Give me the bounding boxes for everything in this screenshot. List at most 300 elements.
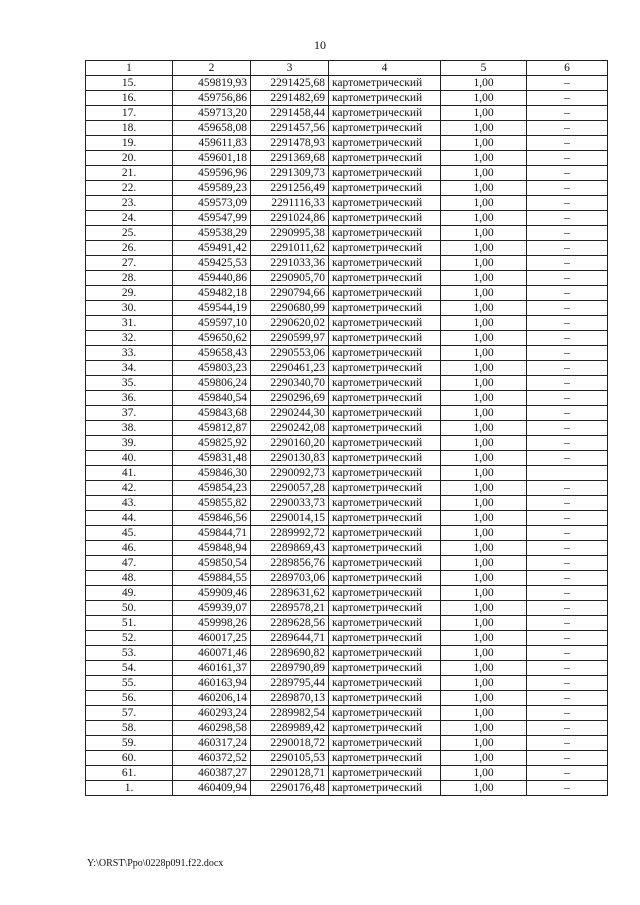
x-coordinate-cell: 459650,62 (173, 331, 251, 346)
x-coordinate-cell: 459756,86 (173, 91, 251, 106)
table-row (86, 271, 608, 286)
method-cell: картометрический (329, 616, 441, 631)
y-coordinate-cell: 2290160,20 (251, 436, 329, 451)
table-row (86, 466, 608, 481)
x-coordinate-cell: 460163,94 (173, 676, 251, 691)
accuracy-cell: 1,00 (441, 346, 527, 361)
accuracy-cell: 1,00 (441, 436, 527, 451)
table-row (86, 211, 608, 226)
y-coordinate-cell: 2290296,69 (251, 391, 329, 406)
method-cell: картометрический (329, 271, 441, 286)
table-row (86, 256, 608, 271)
x-coordinate-cell: 459425,53 (173, 256, 251, 271)
table-row (86, 541, 608, 556)
accuracy-cell: 1,00 (441, 361, 527, 376)
accuracy-cell: 1,00 (441, 241, 527, 256)
x-coordinate-cell: 459848,94 (173, 541, 251, 556)
accuracy-cell: 1,00 (441, 151, 527, 166)
table-row (86, 121, 608, 136)
table-row (86, 106, 608, 121)
y-coordinate-cell: 2290599,97 (251, 331, 329, 346)
method-cell: картометрический (329, 136, 441, 151)
point-number-cell: 48. (86, 571, 173, 586)
table-row (86, 721, 608, 736)
point-number-cell: 24. (86, 211, 173, 226)
accuracy-cell: 1,00 (441, 106, 527, 121)
x-coordinate-cell: 459573,09 (173, 196, 251, 211)
x-coordinate-cell: 459884,55 (173, 571, 251, 586)
description-cell: – (527, 676, 608, 691)
accuracy-cell: 1,00 (441, 376, 527, 391)
header-cell-method: 4 (329, 61, 441, 76)
header-cell-y: 3 (251, 61, 329, 76)
accuracy-cell: 1,00 (441, 631, 527, 646)
accuracy-cell: 1,00 (441, 616, 527, 631)
description-cell: – (527, 301, 608, 316)
point-number-cell: 15. (86, 76, 173, 91)
point-number-cell: 43. (86, 496, 173, 511)
description-cell: – (527, 571, 608, 586)
table-row (86, 586, 608, 601)
description-cell: – (527, 316, 608, 331)
table-row (86, 601, 608, 616)
method-cell: картометрический (329, 676, 441, 691)
y-coordinate-cell: 2290794,66 (251, 286, 329, 301)
point-number-cell: 54. (86, 661, 173, 676)
y-coordinate-cell: 2289690,82 (251, 646, 329, 661)
point-number-cell: 57. (86, 706, 173, 721)
y-coordinate-cell: 2291309,73 (251, 166, 329, 181)
y-coordinate-cell: 2291011,62 (251, 241, 329, 256)
accuracy-cell: 1,00 (441, 91, 527, 106)
point-number-cell: 47. (86, 556, 173, 571)
x-coordinate-cell: 459482,18 (173, 286, 251, 301)
table-row (86, 481, 608, 496)
table-row (86, 136, 608, 151)
method-cell: картометрический (329, 571, 441, 586)
point-number-cell: 28. (86, 271, 173, 286)
x-coordinate-cell: 459846,30 (173, 466, 251, 481)
accuracy-cell: 1,00 (441, 211, 527, 226)
method-cell: картометрический (329, 646, 441, 661)
accuracy-cell: 1,00 (441, 331, 527, 346)
header-cell-x: 2 (173, 61, 251, 76)
y-coordinate-cell: 2289870,13 (251, 691, 329, 706)
method-cell: картометрический (329, 121, 441, 136)
table-row (86, 766, 608, 781)
description-cell: – (527, 691, 608, 706)
table-row (86, 511, 608, 526)
method-cell: картометрический (329, 76, 441, 91)
point-number-cell: 42. (86, 481, 173, 496)
y-coordinate-cell: 2290242,08 (251, 421, 329, 436)
table-row (86, 346, 608, 361)
table-row (86, 166, 608, 181)
description-cell: – (527, 106, 608, 121)
page-number: 10 (314, 38, 326, 52)
table-row (86, 181, 608, 196)
accuracy-cell: 1,00 (441, 571, 527, 586)
point-number-cell: 35. (86, 376, 173, 391)
accuracy-cell: 1,00 (441, 706, 527, 721)
header-cell-point-number: 1 (86, 61, 173, 76)
description-cell: – (527, 421, 608, 436)
y-coordinate-cell: 2291478,93 (251, 136, 329, 151)
x-coordinate-cell: 460372,52 (173, 751, 251, 766)
y-coordinate-cell: 2289790,89 (251, 661, 329, 676)
description-cell: – (527, 136, 608, 151)
accuracy-cell: 1,00 (441, 271, 527, 286)
y-coordinate-cell: 2289795,44 (251, 676, 329, 691)
table-row (86, 361, 608, 376)
y-coordinate-cell: 2290014,15 (251, 511, 329, 526)
y-coordinate-cell: 2289869,43 (251, 541, 329, 556)
method-cell: картометрический (329, 766, 441, 781)
description-cell: – (527, 736, 608, 751)
accuracy-cell: 1,00 (441, 766, 527, 781)
y-coordinate-cell: 2291256,49 (251, 181, 329, 196)
point-number-cell: 38. (86, 421, 173, 436)
method-cell: картометрический (329, 376, 441, 391)
accuracy-cell: 1,00 (441, 646, 527, 661)
point-number-cell: 20. (86, 151, 173, 166)
description-cell: – (527, 436, 608, 451)
description-cell: – (527, 526, 608, 541)
method-cell: картометрический (329, 316, 441, 331)
y-coordinate-cell: 2289982,54 (251, 706, 329, 721)
x-coordinate-cell: 459850,54 (173, 556, 251, 571)
x-coordinate-cell: 459491,42 (173, 241, 251, 256)
method-cell: картометрический (329, 526, 441, 541)
accuracy-cell: 1,00 (441, 226, 527, 241)
description-cell: – (527, 121, 608, 136)
table-row (86, 421, 608, 436)
point-number-cell: 23. (86, 196, 173, 211)
accuracy-cell: 1,00 (441, 721, 527, 736)
y-coordinate-cell: 2290620,02 (251, 316, 329, 331)
method-cell: картометрический (329, 436, 441, 451)
header-cell-accuracy: 5 (441, 61, 527, 76)
point-number-cell: 31. (86, 316, 173, 331)
method-cell: картометрический (329, 541, 441, 556)
x-coordinate-cell: 459846,56 (173, 511, 251, 526)
table-body (86, 76, 608, 796)
method-cell: картометрический (329, 286, 441, 301)
y-coordinate-cell: 2291033,36 (251, 256, 329, 271)
table-row (86, 331, 608, 346)
point-number-cell: 26. (86, 241, 173, 256)
y-coordinate-cell: 2290461,23 (251, 361, 329, 376)
accuracy-cell: 1,00 (441, 256, 527, 271)
table-row (86, 661, 608, 676)
method-cell: картометрический (329, 91, 441, 106)
y-coordinate-cell: 2290905,70 (251, 271, 329, 286)
point-number-cell: 16. (86, 91, 173, 106)
description-cell: – (527, 616, 608, 631)
point-number-cell: 41. (86, 466, 173, 481)
table-row (86, 751, 608, 766)
description-cell: – (527, 631, 608, 646)
y-coordinate-cell: 2289856,76 (251, 556, 329, 571)
table-row (86, 436, 608, 451)
y-coordinate-cell: 2290105,53 (251, 751, 329, 766)
point-number-cell: 21. (86, 166, 173, 181)
accuracy-cell: 1,00 (441, 526, 527, 541)
x-coordinate-cell: 460206,14 (173, 691, 251, 706)
x-coordinate-cell: 460409,94 (173, 781, 251, 796)
accuracy-cell: 1,00 (441, 481, 527, 496)
accuracy-cell: 1,00 (441, 751, 527, 766)
y-coordinate-cell: 2291457,56 (251, 121, 329, 136)
point-number-cell: 55. (86, 676, 173, 691)
method-cell: картометрический (329, 556, 441, 571)
description-cell: – (527, 331, 608, 346)
method-cell: картометрический (329, 706, 441, 721)
description-cell: – (527, 751, 608, 766)
x-coordinate-cell: 459803,23 (173, 361, 251, 376)
method-cell: картометрический (329, 211, 441, 226)
point-number-cell: 49. (86, 586, 173, 601)
accuracy-cell: 1,00 (441, 451, 527, 466)
point-number-cell: 51. (86, 616, 173, 631)
method-cell: картометрический (329, 331, 441, 346)
table-row (86, 376, 608, 391)
point-number-cell: 59. (86, 736, 173, 751)
point-number-cell: 58. (86, 721, 173, 736)
description-cell: – (527, 646, 608, 661)
footer-file-path: Y:\ORST\Ppo\0228p091.f22.docx (87, 858, 224, 869)
table-row (86, 196, 608, 211)
x-coordinate-cell: 459538,29 (173, 226, 251, 241)
y-coordinate-cell: 2290176,48 (251, 781, 329, 796)
method-cell: картометрический (329, 181, 441, 196)
description-cell (527, 466, 608, 481)
point-number-cell: 36. (86, 391, 173, 406)
table-row (86, 676, 608, 691)
method-cell: картометрический (329, 256, 441, 271)
method-cell: картометрический (329, 631, 441, 646)
y-coordinate-cell: 2289703,06 (251, 571, 329, 586)
point-number-cell: 50. (86, 601, 173, 616)
description-cell: – (527, 181, 608, 196)
description-cell: – (527, 721, 608, 736)
description-cell: – (527, 91, 608, 106)
coordinates-table (85, 60, 608, 796)
y-coordinate-cell: 2291116,33 (251, 196, 329, 211)
method-cell: картометрический (329, 346, 441, 361)
x-coordinate-cell: 459713,20 (173, 106, 251, 121)
table-row (86, 616, 608, 631)
x-coordinate-cell: 459844,71 (173, 526, 251, 541)
description-cell: – (527, 766, 608, 781)
x-coordinate-cell: 460017,25 (173, 631, 251, 646)
x-coordinate-cell: 459806,24 (173, 376, 251, 391)
table-row (86, 406, 608, 421)
method-cell: картометрический (329, 781, 441, 796)
x-coordinate-cell: 459611,83 (173, 136, 251, 151)
y-coordinate-cell: 2291425,68 (251, 76, 329, 91)
accuracy-cell: 1,00 (441, 736, 527, 751)
description-cell: – (527, 511, 608, 526)
method-cell: картометрический (329, 586, 441, 601)
accuracy-cell: 1,00 (441, 496, 527, 511)
description-cell: – (527, 706, 608, 721)
description-cell: – (527, 271, 608, 286)
y-coordinate-cell: 2290130,83 (251, 451, 329, 466)
method-cell: картометрический (329, 391, 441, 406)
accuracy-cell: 1,00 (441, 466, 527, 481)
y-coordinate-cell: 2290033,73 (251, 496, 329, 511)
method-cell: картометрический (329, 226, 441, 241)
accuracy-cell: 1,00 (441, 421, 527, 436)
description-cell: – (527, 586, 608, 601)
x-coordinate-cell: 459547,99 (173, 211, 251, 226)
y-coordinate-cell: 2290995,38 (251, 226, 329, 241)
x-coordinate-cell: 459589,23 (173, 181, 251, 196)
description-cell: – (527, 256, 608, 271)
x-coordinate-cell: 460298,58 (173, 721, 251, 736)
point-number-cell: 19. (86, 136, 173, 151)
method-cell: картометрический (329, 601, 441, 616)
point-number-cell: 33. (86, 346, 173, 361)
point-number-cell: 56. (86, 691, 173, 706)
point-number-cell: 39. (86, 436, 173, 451)
point-number-cell: 60. (86, 751, 173, 766)
description-cell: – (527, 376, 608, 391)
y-coordinate-cell: 2290244,30 (251, 406, 329, 421)
point-number-cell: 61. (86, 766, 173, 781)
table-row (86, 526, 608, 541)
description-cell: – (527, 166, 608, 181)
description-cell: – (527, 241, 608, 256)
accuracy-cell: 1,00 (441, 121, 527, 136)
description-cell: – (527, 346, 608, 361)
x-coordinate-cell: 459825,92 (173, 436, 251, 451)
y-coordinate-cell: 2289644,71 (251, 631, 329, 646)
x-coordinate-cell: 459812,87 (173, 421, 251, 436)
table-row (86, 391, 608, 406)
point-number-cell: 25. (86, 226, 173, 241)
description-cell: – (527, 286, 608, 301)
description-cell: – (527, 496, 608, 511)
y-coordinate-cell: 2290057,28 (251, 481, 329, 496)
y-coordinate-cell: 2291024,86 (251, 211, 329, 226)
table-row (86, 451, 608, 466)
x-coordinate-cell: 459855,82 (173, 496, 251, 511)
y-coordinate-cell: 2290340,70 (251, 376, 329, 391)
y-coordinate-cell: 2289631,62 (251, 586, 329, 601)
table-row (86, 691, 608, 706)
x-coordinate-cell: 460317,24 (173, 736, 251, 751)
description-cell: – (527, 451, 608, 466)
x-coordinate-cell: 459544,19 (173, 301, 251, 316)
x-coordinate-cell: 460293,24 (173, 706, 251, 721)
method-cell: картометрический (329, 661, 441, 676)
method-cell: картометрический (329, 751, 441, 766)
x-coordinate-cell: 459440,86 (173, 271, 251, 286)
x-coordinate-cell: 460387,27 (173, 766, 251, 781)
accuracy-cell: 1,00 (441, 286, 527, 301)
accuracy-cell: 1,00 (441, 136, 527, 151)
x-coordinate-cell: 459939,07 (173, 601, 251, 616)
header-row (86, 61, 608, 76)
point-number-cell: 44. (86, 511, 173, 526)
y-coordinate-cell: 2290680,99 (251, 301, 329, 316)
description-cell: – (527, 406, 608, 421)
x-coordinate-cell: 459843,68 (173, 406, 251, 421)
y-coordinate-cell: 2290553,06 (251, 346, 329, 361)
accuracy-cell: 1,00 (441, 406, 527, 421)
y-coordinate-cell: 2290092,73 (251, 466, 329, 481)
accuracy-cell: 1,00 (441, 781, 527, 796)
accuracy-cell: 1,00 (441, 541, 527, 556)
accuracy-cell: 1,00 (441, 181, 527, 196)
description-cell: – (527, 781, 608, 796)
method-cell: картометрический (329, 241, 441, 256)
y-coordinate-cell: 2289628,56 (251, 616, 329, 631)
point-number-cell: 18. (86, 121, 173, 136)
description-cell: – (527, 541, 608, 556)
description-cell: – (527, 361, 608, 376)
point-number-cell: 29. (86, 286, 173, 301)
table-row (86, 781, 608, 796)
point-number-cell: 52. (86, 631, 173, 646)
point-number-cell: 45. (86, 526, 173, 541)
table-row (86, 76, 608, 91)
point-number-cell: 34. (86, 361, 173, 376)
method-cell: картометрический (329, 511, 441, 526)
x-coordinate-cell: 459998,26 (173, 616, 251, 631)
table-row (86, 151, 608, 166)
method-cell: картометрический (329, 466, 441, 481)
accuracy-cell: 1,00 (441, 601, 527, 616)
description-cell: – (527, 76, 608, 91)
method-cell: картометрический (329, 301, 441, 316)
description-cell: – (527, 481, 608, 496)
table-row (86, 556, 608, 571)
x-coordinate-cell: 459819,93 (173, 76, 251, 91)
table-row (86, 706, 608, 721)
accuracy-cell: 1,00 (441, 556, 527, 571)
method-cell: картометрический (329, 196, 441, 211)
method-cell: картометрический (329, 406, 441, 421)
accuracy-cell: 1,00 (441, 586, 527, 601)
x-coordinate-cell: 459909,46 (173, 586, 251, 601)
x-coordinate-cell: 459597,10 (173, 316, 251, 331)
table-row (86, 631, 608, 646)
method-cell: картометрический (329, 451, 441, 466)
table-row (86, 496, 608, 511)
y-coordinate-cell: 2290128,71 (251, 766, 329, 781)
x-coordinate-cell: 459658,43 (173, 346, 251, 361)
table-row (86, 91, 608, 106)
accuracy-cell: 1,00 (441, 661, 527, 676)
point-number-cell: 17. (86, 106, 173, 121)
description-cell: – (527, 226, 608, 241)
accuracy-cell: 1,00 (441, 316, 527, 331)
method-cell: картометрический (329, 481, 441, 496)
description-cell: – (527, 196, 608, 211)
table-row (86, 241, 608, 256)
description-cell: – (527, 151, 608, 166)
x-coordinate-cell: 459840,54 (173, 391, 251, 406)
table-row (86, 226, 608, 241)
method-cell: картометрический (329, 361, 441, 376)
point-number-cell: 53. (86, 646, 173, 661)
accuracy-cell: 1,00 (441, 676, 527, 691)
point-number-cell: 32. (86, 331, 173, 346)
table-row (86, 301, 608, 316)
